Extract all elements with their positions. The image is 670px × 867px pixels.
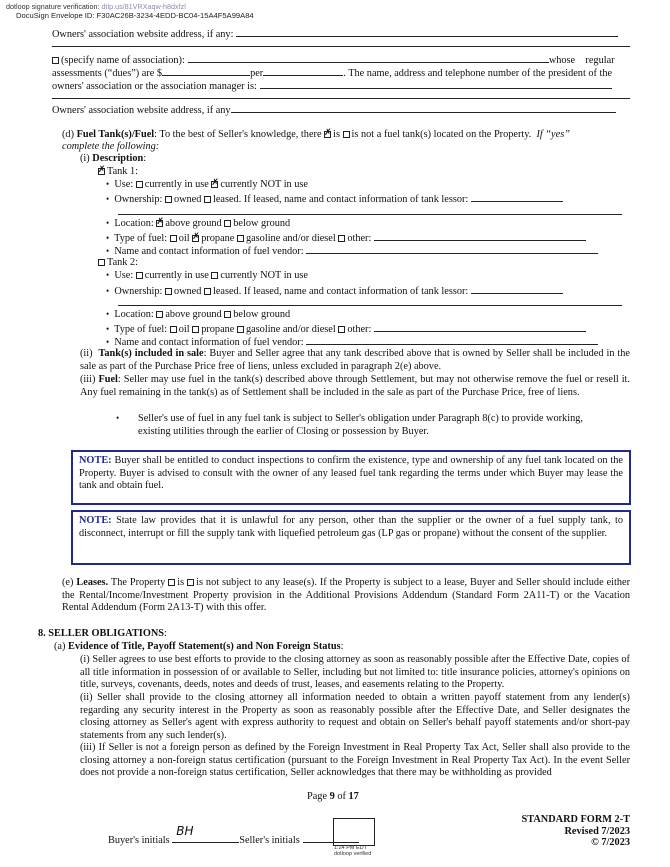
lease-is-not-checkbox[interactable] [187, 579, 194, 586]
leased-checkbox[interactable] [204, 288, 211, 295]
divider [118, 305, 622, 306]
note-box-inspections: NOTE: Buyer shall be entitled to conduct inspections to confirm the existence, type and ownership of any fuel tank located on the Property. Buyer is advised to consult with the owner of any leased fuel tank regarding the terms under which Buyer may lease the tank and obtain fuel. [71, 450, 631, 505]
evidence-of-title-heading: (a) Evidence of Title, Payoff Statement(s) and Non Foreign Status: [54, 641, 344, 652]
checkbox[interactable] [52, 57, 59, 64]
payoff-paragraph: (ii) Seller shall provide to the closing attorney all information needed to obtain a written payoff statement from any lender(s) regarding any security interest in the Property as soon as reasonably possible after the Effective Date, and Seller designates the closing attorney as Seller's agent with express authority to request and obtain on Seller's behalf payoff statements and/or short-pay statements from any such lender(s). [80, 692, 630, 741]
dotloop-verified: dotloop verified [334, 851, 372, 857]
tank-2-label: Tank 2: [98, 257, 138, 268]
assoc-specify-line: (specify name of association): whose regular [52, 53, 615, 66]
above-ground-checkbox[interactable] [156, 311, 163, 318]
oil-checkbox[interactable] [170, 326, 177, 333]
buyer-initials: Buyer's initials BH Seller's initials [108, 832, 359, 846]
lease-is-checkbox[interactable] [168, 579, 175, 586]
below-ground-checkbox[interactable] [224, 311, 231, 318]
not-in-use-checkbox[interactable] [211, 181, 218, 188]
assoc-website-line-1: Owners' association website address, if any: [52, 27, 618, 40]
oil-checkbox[interactable] [170, 235, 177, 242]
tank-1-ownership: • Ownership: owned leased. If leased, name and contact information of tank lessor: [106, 192, 563, 205]
tank-1-checkbox[interactable] [98, 168, 105, 175]
note-box-state-law: NOTE: State law provides that it is unlawful for any person, other than the supplier or the owner of a fuel supply tank, to disconnect, interrupt or fill the supply tank with liquefied petroleum gas (LP gas or propane) without the consent of the supplier. [71, 510, 631, 565]
in-use-checkbox[interactable] [136, 181, 143, 188]
complete-following: complete the following: [62, 141, 160, 152]
not-in-use-checkbox[interactable] [211, 272, 218, 279]
above-ground-checkbox[interactable] [156, 220, 163, 227]
leases-paragraph: (e) Leases. The Property is is not subject to any lease(s). If the Property is subject to a lease, Buyer and Seller should include either the Rental/Income/Investment Property provision in the Additional Provisions Addendum (Standard Form 2A11-T) or the Vacation Rental Addendum (Form 2A13-T) with this offer. [62, 577, 631, 614]
fuel-tank-is-not-checkbox[interactable] [343, 131, 350, 138]
gasoline-checkbox[interactable] [237, 326, 244, 333]
fuel-tank-heading-line: (d) Fuel Tank(s)/Fuel: To the best of Seller's knowledge, there ✗ is is not a fuel tank(s) located on the Property. If “yes” [62, 129, 570, 140]
description-heading: (i) Description: [80, 153, 147, 164]
propane-checkbox[interactable] [192, 326, 199, 333]
seller-initials-box[interactable] [333, 818, 375, 846]
tank-2-location: • Location: above ground below ground [106, 309, 291, 320]
tank-1-vendor: • Name and contact information of fuel vendor: [106, 244, 598, 257]
fuel-tank-is-checkbox[interactable] [324, 131, 331, 138]
divider [52, 98, 630, 99]
seller-obligations-heading: 8. SELLER OBLIGATIONS: [38, 628, 167, 639]
tank-1-type: • Type of fuel: oil ✗ propane gasoline and/or diesel other: [106, 231, 586, 244]
tanks-included-paragraph: (ii) Tank(s) included in sale: Buyer and Seller agree that any tank described above that is owned by Seller shall be included in the sale as part of the Purchase Price free of liens, unless excluded in paragraph 2(e) above. [80, 348, 630, 372]
non-foreign-paragraph: (iii) If Seller is not a foreign person as defined by the Foreign Investment in Real Property Tax Act, Seller shall also provide to the closing attorney a non-foreign status certification (pursuant to the Foreign Investment in Real Property Tax Act). In the event Seller does not provide a non-foreign status certification, Seller acknowledges that there may be withholding as provided [80, 742, 630, 779]
assoc-dues-line: assessments (“dues”) are $ per . The name, address and telephone number of the president of the [52, 68, 613, 79]
fuel-use-bullet: • [116, 413, 120, 423]
fuel-paragraph: (iii) Fuel: Seller may use fuel in the tank(s) described above through Settlement, but may not otherwise remove the fuel or resell it. Any fuel remaining in the tank(s) as of Settlement shall be included in the sale as part of the Purchase Price, free of liens. [80, 374, 630, 398]
tank-2-use: • Use: currently in use currently NOT in use [106, 270, 309, 281]
docusign-envelope-id: DocuSign Envelope ID: F30AC26B-3234-4EDD-BC04-15A4F5A99A84 [16, 11, 254, 20]
divider [118, 214, 622, 215]
tank-1-label: ✗Tank 1: [98, 166, 138, 177]
tank-2-type: • Type of fuel: oil propane gasoline and/or diesel other: [106, 322, 586, 335]
buyer-initials-signature: BH [176, 824, 194, 838]
tank-2-ownership: • Ownership: owned leased. If leased, name and contact information of tank lessor: [106, 284, 563, 297]
leased-checkbox[interactable] [204, 196, 211, 203]
other-checkbox[interactable] [338, 326, 345, 333]
form-info: STANDARD FORM 2-T Revised 7/2023 © 7/2023 [521, 814, 630, 848]
owned-checkbox[interactable] [165, 196, 172, 203]
verification-link[interactable]: dtlp.us/81VRXaqw-h8dxfzl [101, 2, 186, 11]
dotloop-verification: dotloop signature verification: dtlp.us/81VRXaqw-h8dxfzl [6, 2, 186, 11]
in-use-checkbox[interactable] [136, 272, 143, 279]
dotloop-time: 1:24 PM EDT [334, 845, 368, 851]
other-checkbox[interactable] [338, 235, 345, 242]
page-number: Page 9 of 17 [307, 791, 359, 802]
tank-2-checkbox[interactable] [98, 259, 105, 266]
gasoline-checkbox[interactable] [237, 235, 244, 242]
assoc-website-line-2: Owners' association website address, if any [52, 103, 616, 116]
tank-1-use: • Use: currently in use ✗ currently NOT in use [106, 179, 308, 190]
owned-checkbox[interactable] [165, 288, 172, 295]
below-ground-checkbox[interactable] [224, 220, 231, 227]
propane-checkbox[interactable] [192, 235, 199, 242]
title-info-paragraph: (i) Seller agrees to use best efforts to provide to the closing attorney as soon as reasonably possible after the Effective Date, copies of all title information in possession of or available to Seller, including but not limited to: title insurance policies, attorney's opinions on title, surveys, covenants, deeds, notes and deeds of trust, leases, and easements relating to the Property. [80, 654, 630, 691]
assoc-manager-line: owners' association or the association manager is: [52, 79, 612, 92]
tank-2-vendor: • Name and contact information of fuel vendor: [106, 335, 598, 348]
fuel-use-bullet-text: Seller's use of fuel in any fuel tank is subject to Seller's obligation under Paragraph 8(c) to provide working, existing utilities through the earlier of Closing or possession by Buyer. [138, 413, 583, 437]
tank-1-location: • Location: ✗ above ground below ground [106, 218, 290, 229]
divider [52, 46, 630, 47]
